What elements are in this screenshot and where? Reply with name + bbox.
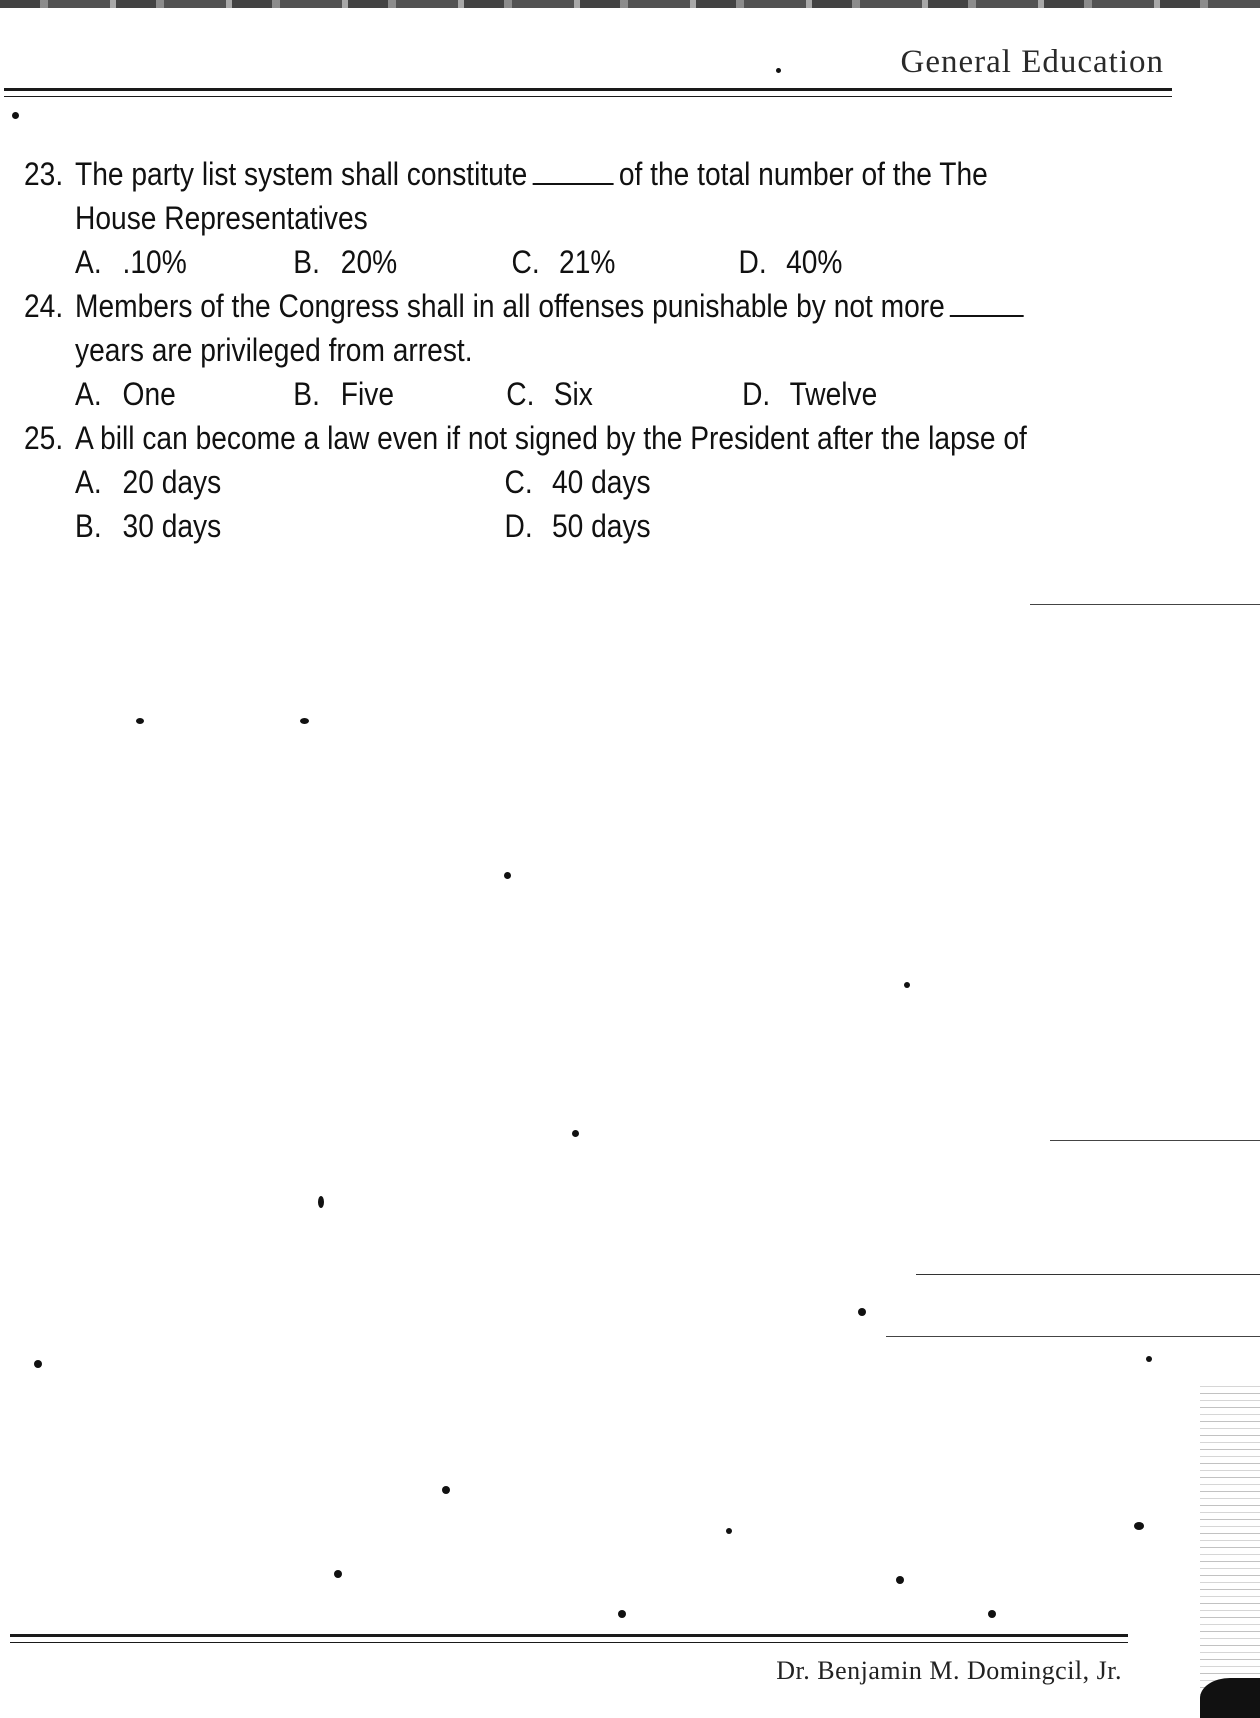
question-text-before-blank: The party list system shall constitute [75, 156, 528, 192]
scan-artifact-line [916, 1274, 1260, 1275]
scan-corner-blot [1200, 1678, 1260, 1718]
footer-author: Dr. Benjamin M. Domingcil, Jr. [776, 1656, 1122, 1685]
scan-artifact-line [1030, 604, 1260, 605]
option-text: 21% [559, 244, 616, 280]
question-list [24, 152, 1036, 548]
question-text-before-blank: Members of the Congress shall in all offenses punishable by not more [75, 288, 945, 324]
option-text: .10% [122, 244, 187, 280]
option-letter: B. [293, 376, 320, 412]
question-24 [24, 284, 1036, 416]
option-text: 20% [340, 244, 398, 280]
scan-speck [136, 718, 144, 724]
option-letter: C. [506, 376, 535, 412]
option-letter: A. [75, 244, 102, 280]
question-number: 25. [24, 420, 64, 456]
scan-speck [442, 1486, 450, 1494]
header-rule [4, 88, 1172, 91]
option-a [75, 460, 221, 504]
scan-speck [618, 1610, 626, 1618]
option-letter: C. [504, 464, 533, 500]
option-letter: D. [504, 508, 533, 544]
scan-speck [34, 1360, 42, 1368]
scan-speck [318, 1196, 324, 1208]
options-row [24, 372, 1036, 416]
option-letter: B. [293, 244, 320, 280]
option-text: Six [553, 376, 593, 412]
question-23 [24, 152, 1036, 284]
answer-blank [533, 153, 614, 185]
option-c [512, 240, 739, 284]
option-a [75, 240, 293, 284]
option-text: Twelve [789, 376, 878, 412]
question-number: 24. [24, 288, 64, 324]
option-text: Five [340, 376, 394, 412]
option-letter: B. [75, 508, 102, 544]
question-25 [24, 416, 1036, 548]
question-text: A bill can become a law even if not signed by the President after the lapse of [75, 420, 1027, 456]
header-title: General Education [900, 44, 1164, 80]
scan-artifact-line [886, 1336, 1260, 1337]
option-letter: D. [742, 376, 771, 412]
scan-speck [726, 1528, 732, 1534]
scan-speck [1146, 1356, 1152, 1362]
question-text-after-blank: of the total number of the The [618, 156, 988, 192]
question-number: 23. [24, 156, 64, 192]
scan-speck [504, 872, 511, 879]
scan-speck [896, 1576, 904, 1584]
option-b [75, 504, 221, 548]
option-letter: A. [75, 464, 102, 500]
scan-speck [776, 68, 781, 73]
options-grid [24, 460, 1036, 548]
option-text: One [122, 376, 176, 412]
option-letter: D. [738, 244, 767, 280]
header-rule-thin [4, 96, 1172, 97]
question-continuation: years are privileged from arrest. [75, 332, 473, 368]
footer-rule-thin [10, 1642, 1128, 1643]
question-text [75, 284, 1029, 328]
option-b [293, 240, 511, 284]
option-c [506, 372, 742, 416]
option-d [504, 504, 650, 548]
scan-speck [1134, 1522, 1144, 1530]
scan-smudge-top [0, 0, 1260, 8]
option-letter: C. [511, 244, 540, 280]
options-row [24, 240, 1036, 284]
question-continuation: House Representatives [75, 200, 368, 236]
scan-speck [858, 1308, 866, 1316]
option-letter: A. [75, 376, 102, 412]
option-d [742, 372, 877, 416]
scan-speck [904, 982, 910, 988]
scan-speck [300, 718, 309, 724]
scan-speck [572, 1130, 579, 1137]
option-text: 30 days [122, 508, 222, 544]
scan-speck [988, 1610, 996, 1618]
option-text: 40% [786, 244, 843, 280]
option-text: 50 days [552, 508, 651, 544]
option-a [75, 372, 293, 416]
scan-speck [12, 112, 19, 119]
option-d [739, 240, 843, 284]
question-text [75, 152, 988, 196]
scan-speck [334, 1570, 342, 1578]
option-b [293, 372, 506, 416]
scan-artifact-line [1050, 1140, 1260, 1141]
footer-rule [10, 1634, 1128, 1637]
option-text: 20 days [122, 464, 222, 500]
answer-blank [950, 285, 1024, 317]
option-c [504, 460, 650, 504]
option-text: 40 days [552, 464, 651, 500]
scan-edge-noise [1200, 1380, 1260, 1718]
